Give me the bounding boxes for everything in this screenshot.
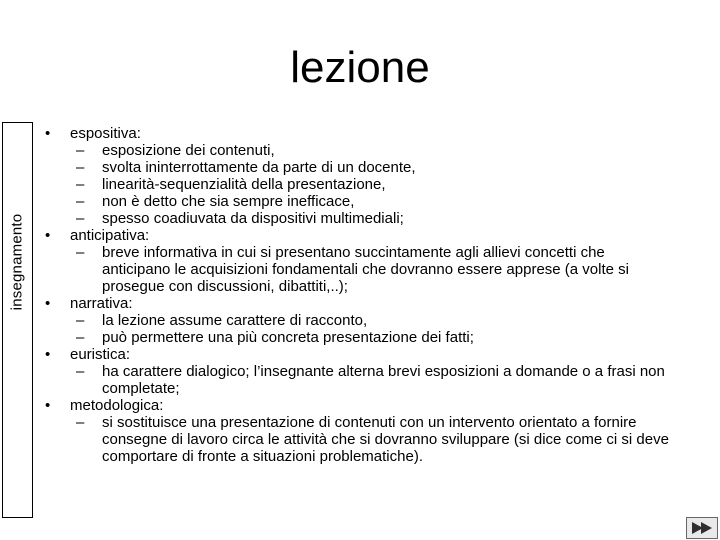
sub-list-item: – la lezione assume carattere di racconto, — [70, 312, 677, 329]
list-item — [42, 227, 677, 295]
sub-list-item: – ha carattere dialogico; l’insegnante alterna brevi esposizioni a domande o a frasi non completate; — [70, 363, 677, 397]
item-term-suffix: : — [136, 125, 141, 142]
sub-list-item: – può permettere una più concreta presentazione dei fatti; — [70, 329, 677, 346]
sub-list-item: – linearità-sequenzialità della presentazione, — [70, 176, 677, 193]
slide-content — [42, 125, 677, 465]
item-term: espositiva — [70, 125, 137, 142]
side-label-box — [2, 122, 33, 518]
item-term-suffix: : — [125, 346, 131, 363]
item-term: anticipativa — [70, 227, 146, 244]
sub-list-item: – non è detto che sia sempre inefficace, — [70, 193, 677, 210]
sub-list-item: – svolta ininterrottamente da parte di un docente, — [70, 159, 677, 176]
sub-list — [70, 414, 677, 465]
item-term-suffix: : — [145, 227, 150, 244]
item-term: narrativa — [70, 295, 129, 312]
list-item — [42, 346, 677, 397]
list-item — [42, 397, 677, 465]
next-slide-button[interactable] — [686, 517, 718, 539]
slide-title: lezione — [290, 43, 430, 92]
sub-list — [70, 142, 677, 227]
side-label: insegnamento — [8, 213, 26, 311]
list-item — [42, 125, 677, 227]
item-term: euristica — [70, 346, 126, 363]
next-slide-icon — [689, 520, 715, 536]
sub-list-item: – esposizione dei contenuti, — [70, 142, 677, 159]
sub-list-item: – spesso coadiuvata da dispositivi multimediali; — [70, 210, 677, 227]
item-term-suffix: : — [128, 295, 133, 312]
bullet-list — [42, 125, 677, 465]
sub-list — [70, 312, 677, 346]
sub-list — [70, 244, 677, 295]
item-term-suffix: : — [159, 397, 164, 414]
item-term: metodologica — [70, 397, 160, 414]
sub-list-item: – breve informativa in cui si presentano succintamente agli allievi concetti che anticipano le acquisizioni fondamentali che dovranno essere apprese (a volte si prosegue con discussioni, dibattiti,..); — [70, 244, 677, 295]
list-item — [42, 295, 677, 346]
sub-list — [70, 363, 677, 397]
sub-list-item: – si sostituisce una presentazione di contenuti con un intervento orientato a fornire consegne di lavoro circa le attività che si dovranno sviluppare (si dice come ci si deve comportare di fronte a situazioni problematiche). — [70, 414, 677, 465]
